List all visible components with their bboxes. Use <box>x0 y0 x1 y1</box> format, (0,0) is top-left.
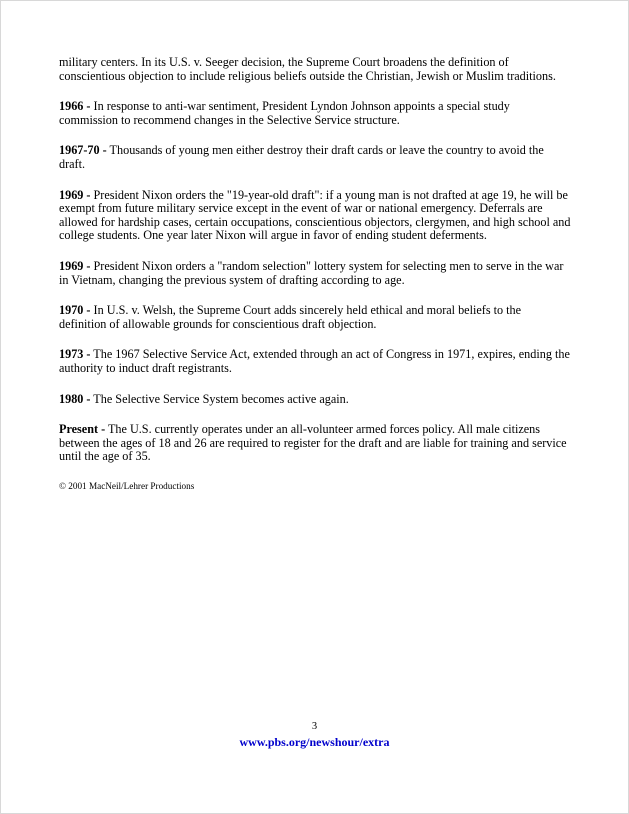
entry-text: Thousands of young men either destroy their draft cards or leave the country to avoid the draft. <box>59 143 544 171</box>
page-number: 3 <box>311 721 318 732</box>
timeline-entry-1967-70 <box>59 144 571 171</box>
entry-text: In response to anti-war sentiment, President Lyndon Johnson appoints a special study commission to recommend changes in the Selective Service structure. <box>59 99 510 127</box>
timeline-entry-1969-lottery <box>59 260 571 287</box>
entry-year: 1973 - <box>59 347 91 362</box>
entry-year: 1969 - <box>59 187 91 202</box>
entry-year: 1967-70 - <box>59 143 107 158</box>
entry-text: The U.S. currently operates under an all-volunteer armed forces policy. All male citizens between the ages of 18 and 26 are required to register for the draft and are liable for training and service until the age of 35. <box>59 422 567 464</box>
timeline-entry-1973 <box>59 348 571 375</box>
footer-website-link[interactable]: www.pbs.org/newshour/extra <box>239 735 390 749</box>
entry-year: 1969 - <box>59 258 91 273</box>
entry-year: 1966 - <box>59 99 91 114</box>
timeline-entry-1969-draft <box>59 189 571 243</box>
document-body <box>59 56 571 492</box>
entry-text: President Nixon orders a "random selection" lottery system for selecting men to serve in the war in Vietnam, changing the previous system of drafting according to age. <box>59 258 564 287</box>
copyright-notice: © 2001 MacNeil/Lehrer Productions <box>59 480 195 491</box>
entry-year: 1970 - <box>59 303 91 318</box>
entry-year: 1980 - <box>59 391 91 406</box>
entry-text: President Nixon orders the "19-year-old draft": if a young man is not drafted at age 19, he will be exempt from future military service except in the event of war or national emergency. Deferrals are allowed for hardship cases, certain occupations, conscientious objectors, clergymen, and high school and college students. One year later Nixon will argue in favor of ending student deferments. <box>59 187 571 243</box>
entry-text: In U.S. v. Welsh, the Supreme Court adds sincerely held ethical and moral beliefs to the definition of allowable grounds for conscientious draft objection. <box>59 303 522 331</box>
intro-paragraph: military centers. In its U.S. v. Seeger decision, the Supreme Court broadens the definition of conscientious objection to include religious beliefs outside the Christian, Jewish or Muslim traditions. <box>59 55 556 83</box>
entry-text: The 1967 Selective Service Act, extended through an act of Congress in 1971, expires, ending the authority to induct draft registrants. <box>59 347 570 375</box>
timeline-entry-1966 <box>59 100 571 127</box>
timeline-entry-present <box>59 423 571 464</box>
timeline-entry-1970 <box>59 304 571 331</box>
entry-text: The Selective Service System becomes active again. <box>90 391 349 406</box>
entry-year: Present - <box>59 422 106 437</box>
timeline-entry-1980 <box>59 393 571 407</box>
